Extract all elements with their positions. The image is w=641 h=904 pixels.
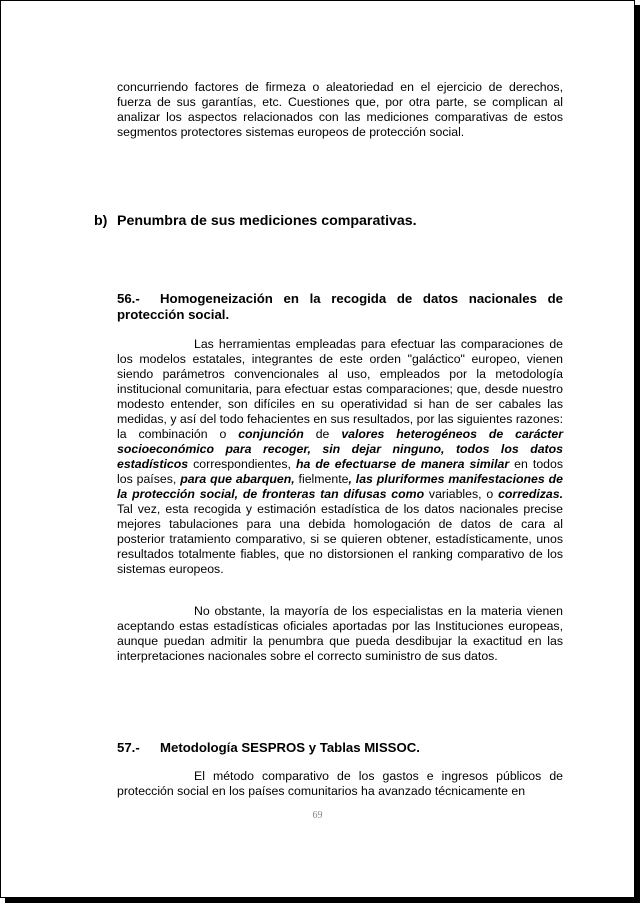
- p56a-emph-6: corredizas.: [498, 487, 563, 501]
- p56a-text-6: variables, o: [424, 487, 499, 501]
- section-56-number: 56.-: [117, 291, 140, 306]
- heading-b-text: Penumbra de sus mediciones comparativas.: [117, 213, 417, 229]
- paragraph-56-a: [117, 337, 563, 577]
- section-56-title: Homogeneización en la recogida de datos nacionales de protección social.: [117, 291, 563, 322]
- p56a-emph-2: valores heterogéneos de carácter socioeconómico para recoger, sin dejar ninguno, todos los datos estadísticos: [117, 427, 563, 471]
- section-56-heading: [117, 291, 563, 323]
- heading-b-label: b): [94, 213, 108, 229]
- p56a-text-7: Tal vez, esta recogida y estimación estadística de los datos nacionales precise mejores tabulaciones para una debida homologación de datos de cara al posterior tratamiento comparativo, si se quieren obtener, estadísticamente, unos resultados totalmente fiables, que no distorsionen el ranking comparativo de los sistemas europeos.: [117, 502, 563, 576]
- p56a-text-1: Las herramientas empleadas para efectuar las comparaciones de los modelos estatales, integrantes de este orden "galáctico" europeo, vienen siendo parámetros convencionales al uso, empleados por la metodología institucional comunitaria, para efectuar estas comparaciones; que, desde nuestro modesto entender, son difíciles en su operatividad si han de ser cabales las medidas, y así del todo fehacientes en sus resultados, por las siguientes razones: la combinación o: [117, 337, 563, 441]
- p56a-text-5: fielmente: [294, 472, 349, 486]
- paragraph-57-a: El método comparativo de los gastos e ingresos públicos de protección social en los países comunitarios ha avanzado técnicamente en: [117, 769, 563, 798]
- p56a-emph-5: , las pluriformes manifestaciones de la protección social, de fronteras tan difusas como: [117, 472, 563, 501]
- p56a-emph-3: ha de efectuarse de manera similar: [295, 457, 510, 471]
- section-57-heading: [117, 740, 563, 756]
- p56a-text-2: de: [303, 427, 342, 441]
- section-57-number: 57.-: [117, 740, 140, 755]
- p56a-text-3: correspondientes,: [188, 457, 296, 471]
- paragraph-56-b: No obstante, la mayoría de los especialistas en la materia vienen aceptando estas estadísticas oficiales aportadas por las Instituciones europeas, aunque puedan admitir la penumbra que pueda desdibujar la exactitud en las interpretaciones nacionales sobre el correcto suministro de sus datos.: [117, 604, 563, 663]
- heading-b: [94, 212, 554, 230]
- p56a-text-4: en todos los países,: [117, 457, 563, 486]
- section-57-title: Metodología SESPROS y Tablas MISSOC.: [160, 740, 420, 755]
- paragraph-intro: concurriendo factores de firmeza o aleatoriedad en el ejercicio de derechos, fuerza de sus garantías, etc. Cuestiones que, por otra parte, se complican al analizar los aspectos relacionados con las mediciones comparativas de estos segmentos protectores sistemas europeos de protección social.: [117, 80, 563, 139]
- p56a-emph-4: para que abarquen,: [180, 472, 295, 486]
- page-number: 69: [312, 810, 323, 821]
- p56a-emph-1: conjunción: [238, 427, 304, 441]
